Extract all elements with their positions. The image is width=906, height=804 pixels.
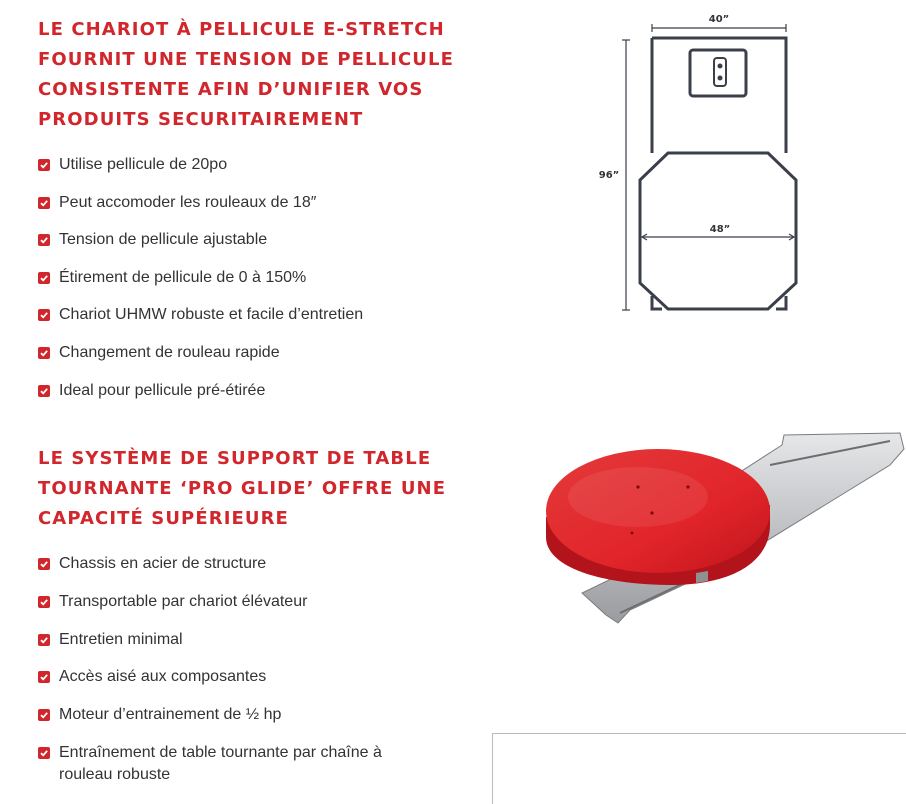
check-square-icon (38, 747, 50, 759)
check-square-icon (38, 558, 50, 570)
list-item-label: Utilise pellicule de 20po (59, 156, 228, 173)
check-square-icon (38, 197, 50, 209)
list-item (38, 304, 438, 342)
list-item (38, 591, 438, 629)
height-label: 96” (598, 170, 620, 181)
list-item-label: Peut accomoder les rouleaux de 18″ (59, 193, 317, 211)
width-label: 40” (708, 14, 730, 25)
list-item (38, 742, 419, 786)
control-box (690, 50, 746, 96)
list-item-label: Accès aisé aux composantes (59, 668, 267, 686)
check-square-icon (38, 671, 50, 683)
list-item (38, 553, 438, 591)
section1-feature-list (38, 154, 438, 417)
check-square-icon (38, 709, 50, 721)
list-item-label: Ideal pour pellicule pré-étirée (59, 381, 266, 399)
section2-feature-list (38, 553, 438, 786)
list-item (38, 192, 438, 230)
section2-heading: LE SYSTÈME DE SUPPORT DE TABLE TOURNANTE ‘PRO GLIDE’ OFFRE UNE CAPACITÉ SUPÉRIEURE (38, 448, 447, 529)
cart-dimension-diagram (590, 8, 810, 318)
list-item-label: Moteur d’entrainement de ½ hp (59, 706, 282, 724)
check-square-icon (38, 385, 50, 397)
list-item-label: Tension de pellicule ajustable (59, 231, 268, 249)
check-square-icon (38, 634, 50, 646)
list-item-label: Transportable par chariot élévateur (59, 592, 308, 610)
turntable-image (520, 425, 906, 635)
list-item (38, 666, 438, 704)
check-square-icon (38, 159, 50, 171)
check-square-icon (38, 272, 50, 284)
list-item (38, 629, 438, 667)
list-item (38, 380, 438, 418)
check-square-icon (38, 309, 50, 321)
list-item (38, 229, 438, 267)
section1-heading: LE CHARIOT À PELLICULE E-STRETCH FOURNIT UNE TENSION DE PELLICULE CONSISTENTE AFIN D’UNIFIER VOS PRODUITS SECURITAIREMENT (38, 19, 454, 130)
list-item-label: Entretien minimal (59, 630, 183, 648)
list-item (38, 154, 438, 192)
check-square-icon (38, 347, 50, 359)
table-label: 48” (709, 224, 731, 235)
list-item-label: Entraînement de table tournante par chaîne à rouleau robuste (59, 743, 382, 783)
list-item-label: Chassis en acier de structure (59, 555, 267, 572)
list-item-label: Étirement de pellicule de 0 à 150% (59, 268, 307, 286)
check-square-icon (38, 596, 50, 608)
empty-panel (492, 733, 906, 804)
list-item-label: Chariot UHMW robuste et facile d’entretien (59, 306, 364, 324)
list-item-label: Changement de rouleau rapide (59, 343, 280, 361)
check-square-icon (38, 234, 50, 246)
list-item (38, 267, 438, 305)
list-item (38, 342, 438, 380)
list-item (38, 704, 438, 742)
